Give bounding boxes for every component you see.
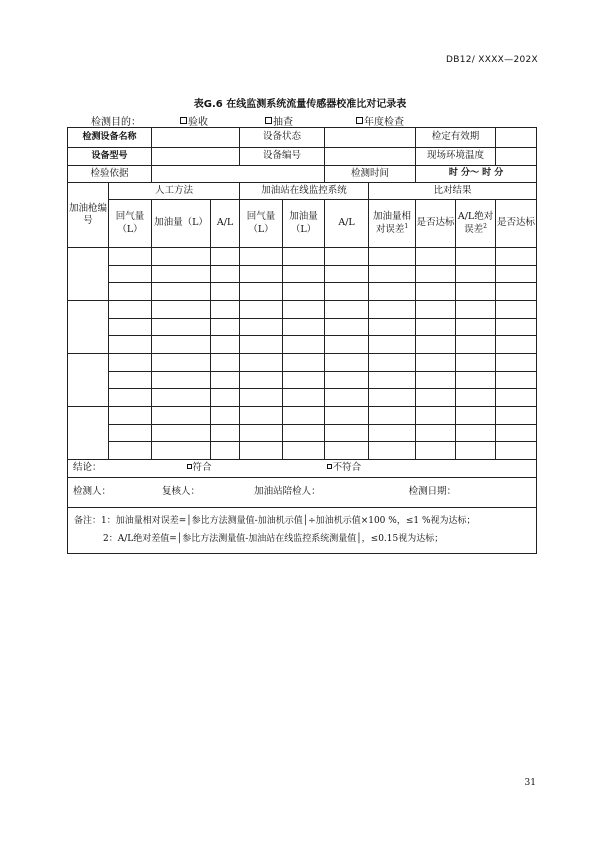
table-title: 表G.6 在线监测系统流量传感器校准比对记录表 (193, 99, 407, 110)
data-cell[interactable] (211, 248, 240, 266)
data-cell[interactable] (325, 283, 369, 301)
note-line-2: 2：A/L绝对差值=│参比方法测量值-加油站在线监控系统测量值│，≤0.15视为达标； (103, 533, 444, 544)
data-cell[interactable] (369, 283, 416, 301)
data-cell[interactable] (152, 407, 211, 425)
data-cell[interactable] (211, 319, 240, 336)
data-cell[interactable] (240, 283, 283, 301)
purpose-option-annual[interactable]: 年度检查 (356, 113, 404, 128)
data-cell[interactable] (240, 442, 283, 460)
data-cell[interactable] (416, 266, 456, 283)
data-cell[interactable] (240, 336, 283, 354)
data-cell[interactable] (211, 354, 240, 372)
data-cell[interactable] (416, 301, 456, 319)
time-label: 检测时间 (325, 166, 416, 183)
data-cell[interactable] (109, 248, 152, 266)
data-cell[interactable] (240, 266, 283, 283)
data-cell[interactable] (109, 407, 152, 425)
data-cell[interactable] (325, 319, 369, 336)
data-cell[interactable] (211, 336, 240, 354)
data-cell[interactable] (283, 266, 325, 283)
data-cell[interactable] (283, 425, 325, 442)
data-cell[interactable] (109, 283, 152, 301)
al-compliant-header: 是否达标 (496, 200, 537, 248)
table-row (68, 128, 537, 148)
inspection-purpose-label: 检测目的： (91, 117, 141, 128)
data-cell[interactable] (416, 442, 456, 460)
data-cell[interactable] (325, 442, 369, 460)
data-cell[interactable] (416, 283, 456, 301)
table-row (68, 266, 537, 283)
data-cell[interactable] (211, 283, 240, 301)
data-cell[interactable] (369, 372, 416, 389)
signature-row (68, 478, 537, 508)
table-row (68, 319, 537, 336)
data-cell[interactable] (325, 425, 369, 442)
data-cell[interactable] (283, 319, 325, 336)
inspector-label: 检测人： (73, 486, 112, 498)
reviewer-label: 复核人： (162, 486, 201, 498)
nozzle-number-cell[interactable] (68, 248, 109, 301)
nozzle-number-cell[interactable] (68, 407, 109, 460)
data-cell[interactable] (369, 319, 416, 336)
basis-value[interactable] (152, 166, 325, 183)
manual-vapor-volume-header: 回气量（L） (109, 200, 152, 248)
data-cell[interactable] (152, 301, 211, 319)
data-cell[interactable] (496, 319, 537, 336)
data-cell[interactable] (456, 389, 496, 407)
data-cell[interactable] (109, 354, 152, 372)
data-cell[interactable] (152, 319, 211, 336)
inspection-purpose-row (91, 113, 404, 128)
fuel-compliant-header: 是否达标 (416, 200, 456, 248)
data-cell[interactable] (456, 319, 496, 336)
station-escort-label: 加油站陪检人： (254, 486, 321, 498)
data-cell[interactable] (369, 407, 416, 425)
data-cell[interactable] (496, 407, 537, 425)
note-line-1: 备注：1：加油量相对误差=│参比方法测量值-加油机示值│÷加油机示值×100 %，≤1 %视为达标； (74, 516, 476, 527)
data-cell[interactable] (496, 266, 537, 283)
data-cell[interactable] (456, 336, 496, 354)
manual-al-header: A/L (211, 200, 240, 248)
data-cell[interactable] (152, 354, 211, 372)
data-cell[interactable] (456, 266, 496, 283)
notes-row (68, 508, 537, 554)
data-cell[interactable] (109, 266, 152, 283)
table-row (68, 166, 537, 183)
data-cell[interactable] (283, 283, 325, 301)
data-cell[interactable] (325, 354, 369, 372)
data-cell[interactable] (369, 301, 416, 319)
data-cell[interactable] (109, 425, 152, 442)
data-cell[interactable] (325, 389, 369, 407)
purpose-option-acceptance[interactable]: 验收 (180, 113, 208, 128)
calibration-valid-value[interactable] (496, 128, 537, 148)
device-status-value[interactable] (325, 128, 416, 148)
data-cell[interactable] (283, 407, 325, 425)
data-cell[interactable] (369, 425, 416, 442)
data-cell[interactable] (240, 248, 283, 266)
data-cell[interactable] (240, 301, 283, 319)
table-row (68, 301, 537, 319)
data-cell[interactable] (456, 248, 496, 266)
table-row (68, 407, 537, 425)
data-cell[interactable] (283, 372, 325, 389)
data-cell[interactable] (496, 425, 537, 442)
data-cell[interactable] (416, 389, 456, 407)
data-cell[interactable] (152, 283, 211, 301)
basis-label: 检验依据 (68, 166, 152, 183)
data-cell[interactable] (211, 442, 240, 460)
purpose-option-spot-check[interactable]: 抽查 (265, 113, 293, 128)
data-cell[interactable] (152, 442, 211, 460)
data-cell[interactable] (283, 389, 325, 407)
device-number-label: 设备编号 (240, 148, 325, 166)
checkbox-icon[interactable] (187, 464, 192, 469)
data-cell[interactable] (152, 266, 211, 283)
data-cell[interactable] (109, 442, 152, 460)
data-cell[interactable] (109, 301, 152, 319)
data-cell[interactable] (325, 336, 369, 354)
manual-method-header: 人工方法 (109, 183, 240, 200)
device-model-label: 设备型号 (68, 148, 152, 166)
page-number: 31 (524, 778, 536, 788)
data-cell[interactable] (416, 425, 456, 442)
table-row (68, 148, 537, 166)
device-status-label: 设备状态 (240, 128, 325, 148)
online-al-header: A/L (325, 200, 369, 248)
inspection-date-label: 检测日期： (408, 486, 457, 498)
data-cell[interactable] (240, 407, 283, 425)
data-cell[interactable] (283, 248, 325, 266)
data-cell[interactable] (369, 442, 416, 460)
data-cell[interactable] (283, 336, 325, 354)
data-cell[interactable] (496, 283, 537, 301)
data-cell[interactable] (369, 266, 416, 283)
data-cell[interactable] (283, 354, 325, 372)
table-subheader-row (68, 200, 537, 248)
data-cell[interactable] (416, 407, 456, 425)
data-cell[interactable] (369, 248, 416, 266)
data-cell[interactable] (211, 407, 240, 425)
data-cell[interactable] (456, 442, 496, 460)
data-cell[interactable] (325, 301, 369, 319)
conclusion-label: 结论： (73, 462, 102, 474)
table-row (68, 389, 537, 407)
calibration-valid-label: 检定有效期 (416, 128, 496, 148)
data-cell[interactable] (211, 301, 240, 319)
data-cell[interactable] (416, 336, 456, 354)
device-name-value[interactable] (152, 128, 240, 148)
data-cell[interactable] (496, 354, 537, 372)
data-cell[interactable] (369, 336, 416, 354)
data-cell[interactable] (325, 266, 369, 283)
data-cell[interactable] (109, 389, 152, 407)
data-cell[interactable] (109, 336, 152, 354)
table-row (68, 336, 537, 354)
data-cell[interactable] (496, 248, 537, 266)
data-cell[interactable] (325, 248, 369, 266)
data-cell[interactable] (152, 248, 211, 266)
fuel-relative-error-header: 加油量相对误差$^1$ (369, 200, 416, 248)
comparison-header: 比对结果 (369, 183, 537, 200)
data-cell[interactable] (496, 389, 537, 407)
checkbox-icon[interactable] (180, 117, 187, 124)
data-cell[interactable] (152, 425, 211, 442)
manual-fuel-volume-header: 加油量（L） (152, 200, 211, 248)
data-cell[interactable] (369, 389, 416, 407)
conclusion-fail-option[interactable]: 不符合 (327, 462, 362, 473)
table-row (68, 425, 537, 442)
checkbox-icon[interactable] (327, 464, 332, 469)
nozzle-number-cell[interactable] (68, 354, 109, 407)
data-cell[interactable] (325, 372, 369, 389)
conclusion-row (68, 460, 537, 478)
data-cell[interactable] (240, 319, 283, 336)
data-cell[interactable] (211, 372, 240, 389)
online-fuel-volume-header: 加油量（L） (283, 200, 325, 248)
data-cell[interactable] (496, 372, 537, 389)
table-row (68, 442, 537, 460)
nozzle-number-cell[interactable] (68, 301, 109, 354)
data-cell[interactable] (325, 407, 369, 425)
online-vapor-volume-header: 回气量（L） (240, 200, 283, 248)
table-row (68, 283, 537, 301)
site-temperature-label: 现场环境温度 (416, 148, 496, 166)
calibration-record-table (67, 127, 537, 554)
time-value[interactable]: 时 分～ 时 分 (416, 166, 537, 183)
data-cell[interactable] (456, 301, 496, 319)
checkbox-icon[interactable] (265, 117, 272, 124)
device-number-value[interactable] (325, 148, 416, 166)
checkbox-icon[interactable] (356, 117, 363, 124)
data-cell[interactable] (211, 389, 240, 407)
data-cell[interactable] (240, 389, 283, 407)
data-cell[interactable] (456, 283, 496, 301)
data-cell[interactable] (211, 425, 240, 442)
device-model-value[interactable] (152, 148, 240, 166)
data-cell[interactable] (456, 354, 496, 372)
data-cell[interactable] (416, 248, 456, 266)
al-absolute-error-header: A/L绝对误差$^2$ (456, 200, 496, 248)
data-cell[interactable] (496, 336, 537, 354)
data-cell[interactable] (456, 407, 496, 425)
table-row (68, 248, 537, 266)
data-cell[interactable] (240, 425, 283, 442)
data-cell[interactable] (152, 336, 211, 354)
data-rows (68, 248, 537, 460)
data-cell[interactable] (109, 372, 152, 389)
conclusion-pass-option[interactable]: 符合 (187, 462, 212, 473)
data-cell[interactable] (211, 266, 240, 283)
table-row (68, 354, 537, 372)
data-cell[interactable] (369, 354, 416, 372)
nozzle-number-header: 加油枪编号 (68, 183, 109, 248)
data-cell[interactable] (456, 425, 496, 442)
document-code: DB12/ XXXX—202X (446, 55, 538, 65)
data-cell[interactable] (240, 372, 283, 389)
data-cell[interactable] (240, 354, 283, 372)
data-cell[interactable] (416, 372, 456, 389)
data-cell[interactable] (416, 319, 456, 336)
site-temperature-value[interactable] (496, 148, 537, 166)
data-cell[interactable] (109, 319, 152, 336)
data-cell[interactable] (152, 372, 211, 389)
online-system-header: 加油站在线监控系统 (240, 183, 369, 200)
data-cell[interactable] (283, 301, 325, 319)
data-cell[interactable] (496, 442, 537, 460)
data-cell[interactable] (456, 372, 496, 389)
data-cell[interactable] (496, 301, 537, 319)
table-header-row (68, 183, 537, 200)
data-cell[interactable] (152, 389, 211, 407)
data-cell[interactable] (416, 354, 456, 372)
device-name-label: 检测设备名称 (68, 128, 152, 148)
data-cell[interactable] (283, 442, 325, 460)
table-row (68, 372, 537, 389)
